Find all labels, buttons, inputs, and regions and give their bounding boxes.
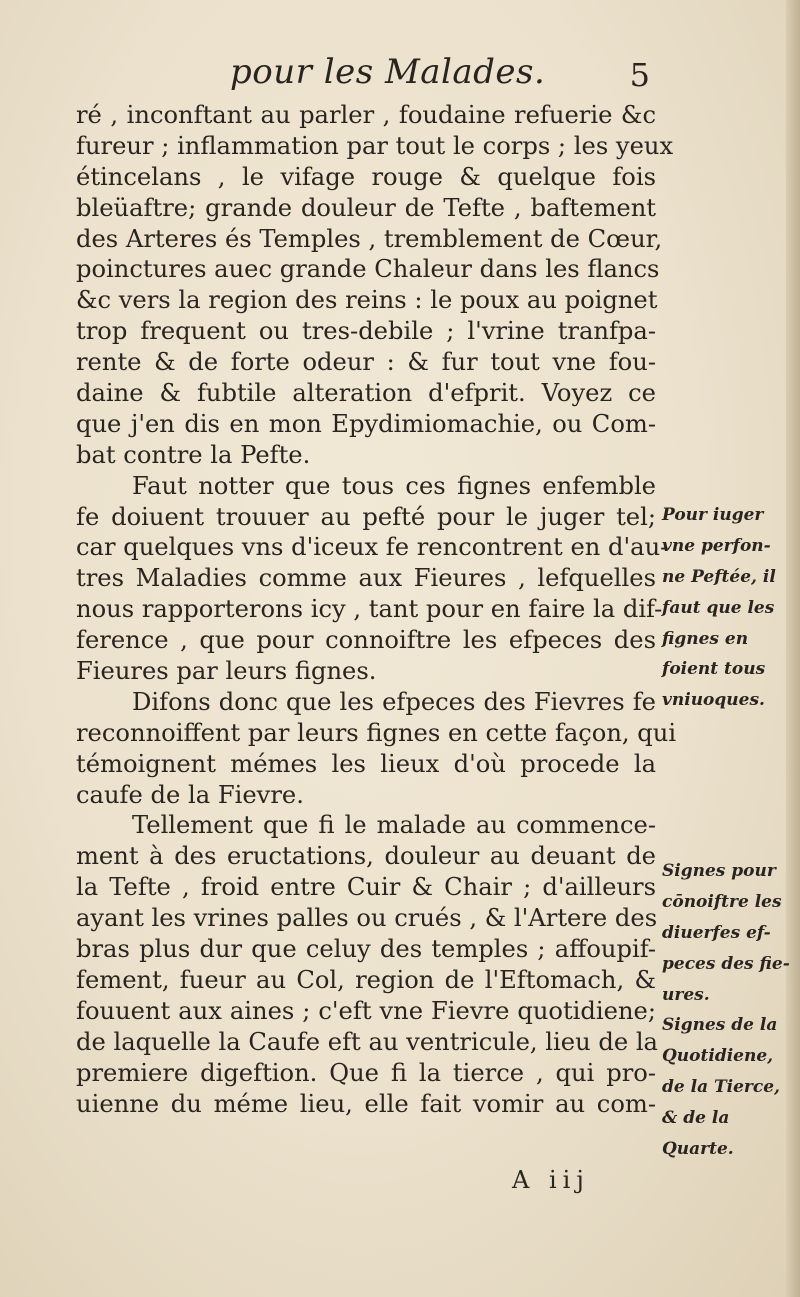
text-line: uienne du méme lieu, elle fait vomir au com- (76, 1089, 656, 1118)
text-line: témoignent mémes les lieux d'où procede la (76, 749, 656, 778)
signature-mark: A iij (512, 1166, 590, 1194)
body-text (76, 100, 677, 1119)
text-line: étincelans , le vifage rouge & quelque fois (76, 162, 656, 191)
text-line: ment à des eructations, douleur au deuant de (76, 842, 656, 871)
text-line: bat contre la Pefte. (76, 440, 311, 469)
margin-note-line: vne perfon- (662, 535, 771, 556)
margin-note-line: Quarte. (662, 1139, 734, 1160)
text-line: Difons donc que les efpeces des Fievres fe (132, 687, 656, 716)
text-line: fement, fueur au Col, region de l'Eftomach, & (76, 965, 656, 994)
paragraph-4 (76, 810, 656, 1119)
page-number: 5 (629, 56, 650, 94)
text-line: fe doiuent trouuer au pefté pour le juger tel; (76, 502, 656, 531)
margin-note-line: de la Tierce, (662, 1077, 780, 1098)
text-line: trop frequent ou tres-debile ; l'vrine tranfpa- (76, 317, 656, 346)
text-line: des Arteres és Temples , tremblement de Cœur, (76, 224, 663, 253)
paragraph-1 (76, 100, 674, 471)
text-line: rente & de forte odeur : & fur tout vne fou- (76, 348, 656, 377)
text-line: que j'en dis en mon Epydimiomachie, ou Com- (76, 409, 656, 438)
margin-note-line: ures. (662, 984, 710, 1005)
margin-note-2 (662, 856, 798, 1165)
text-line: ayant les vrines palles ou crués , & l'Artere des (76, 904, 658, 933)
text-line: premiere digeftion. Que fi la tierce , qui pro- (76, 1058, 656, 1087)
text-line: fureur ; inflammation par tout le corps ; les yeux (76, 131, 674, 160)
text-line: de laquelle la Caufe eft au ventricule, lieu de la (76, 1027, 658, 1056)
text-line: Fieures par leurs fignes. (76, 657, 377, 686)
text-line: daine & fubtile alteration d'efprit. Voyez ce (76, 379, 656, 408)
text-line: bleüaftre; grande douleur de Tefte , baftement (76, 193, 656, 222)
margin-note-line: diuerfes ef- (662, 922, 771, 943)
margin-note-line: Signes de la (662, 1015, 778, 1036)
margin-note-line: ne Peftée, il (662, 566, 776, 587)
paragraph-2 (76, 471, 669, 687)
text-line: tres Maladies comme aux Fieures , lefquelles (76, 564, 656, 593)
text-line: fouuent aux aines ; c'eft vne Fievre quotidiene; (76, 996, 656, 1025)
margin-note-line: & de la (662, 1108, 730, 1129)
margin-note-line: Quotidiene, (662, 1046, 774, 1067)
text-line: car quelques vns d'iceux fe rencontrent en d'au- (76, 533, 669, 562)
text-line: Tellement que fi le malade au commence- (132, 811, 656, 840)
text-line: nous rapporterons icy , tant pour en faire la dif- (76, 595, 663, 624)
margin-note-line: vniuoques. (662, 690, 765, 711)
text-line: &c vers la region des reins : le poux au poignet (76, 286, 658, 315)
text-line: ré , inconftant au parler , foudaine refuerie &c (76, 101, 656, 129)
text-line: Faut notter que tous ces fignes enfemble (132, 471, 656, 500)
paragraph-3 (76, 687, 677, 811)
text-line: la Tefte , froid entre Cuir & Chair ; d'ailleurs (76, 873, 656, 902)
margin-note-line: Signes pour (662, 861, 776, 881)
text-line: ference , que pour connoiftre les efpeces des (76, 626, 656, 655)
margin-note-1 (662, 500, 798, 716)
running-title: pour les Malades. (230, 52, 546, 92)
text-line: reconnoiffent par leurs fignes en cette façon, qui (76, 718, 677, 747)
page-header (80, 52, 650, 102)
margin-note-line: cōnoiftre les (662, 891, 782, 912)
margin-note-line: foient tous (662, 659, 766, 680)
text-line: poinctures auec grande Chaleur dans les flancs (76, 255, 660, 284)
margin-note-line: fignes en (662, 628, 749, 649)
text-line: bras plus dur que celuy des temples ; affoupif- (76, 935, 656, 964)
margin-note-line: faut que les (662, 597, 775, 618)
text-line: caufe de la Fievre. (76, 780, 304, 809)
margin-note-line: Pour iuger (662, 505, 764, 525)
margin-note-line: peces des fie- (662, 953, 790, 974)
